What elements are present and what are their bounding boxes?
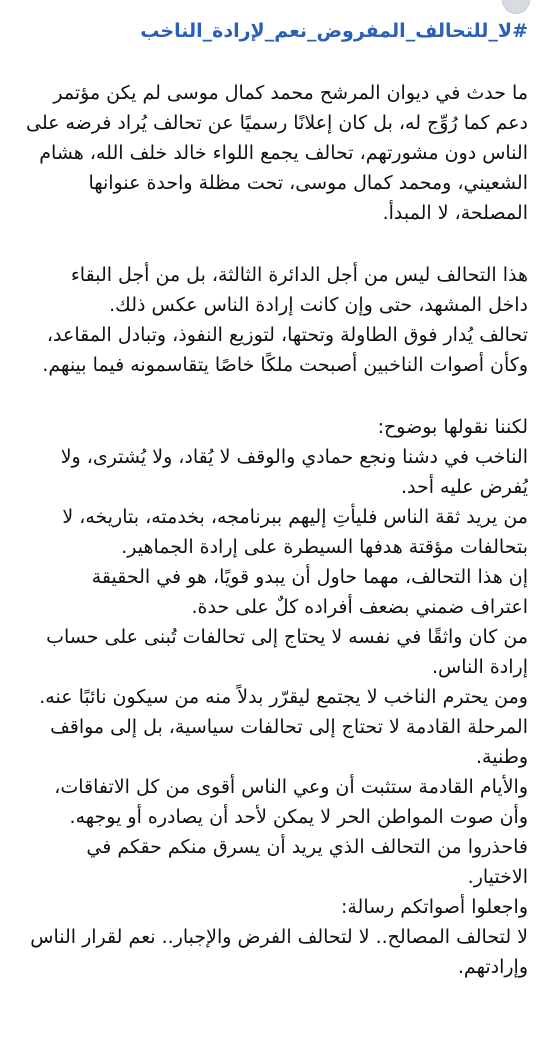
text-line: وكأن أصوات الناخبين أصبحت ملكًا خاصًا يتقاسمونه فيما بينهم. <box>42 354 528 376</box>
text-line: المرحلة القادمة لا تحتاج إلى تحالفات سياسية، بل إلى مواقف <box>50 716 528 738</box>
text-line: لا لتحالف المصالح.. لا لتحالف الفرض والإجبار.. نعم لقرار الناس <box>30 926 528 948</box>
text-line: فاحذروا من التحالف الذي يريد أن يسرق منكم حقكم في <box>86 836 528 858</box>
text-line: دعم كما رُوِّج له، بل كان إعلانًا رسميًا عن تحالف يُراد فرضه على <box>25 112 528 134</box>
post-body <box>10 78 528 982</box>
paragraph-gap <box>10 380 528 412</box>
text-line: المصلحة، لا المبدأ. <box>382 202 528 224</box>
text-line: داخل المشهد، حتى وإن كانت إرادة الناس عكس ذلك. <box>109 294 528 316</box>
text-line: لكننا نقولها بوضوح: <box>377 416 528 438</box>
text-line: ما حدث في ديوان المرشح محمد كمال موسى لم يكن مؤتمر <box>53 82 528 104</box>
text-line: اعتراف ضمني بضعف أفراده كلٌ على حدة. <box>191 596 528 618</box>
paragraph <box>10 260 528 380</box>
hashtag-link[interactable]: #لا_للتحالف_المفروض_نعم_لإرادة_الناخب <box>140 20 528 42</box>
text-line: وإرادتهم. <box>457 956 528 978</box>
text-line: تحالف يُدار فوق الطاولة وتحتها، لتوزيع النفوذ، وتبادل المقاعد، <box>46 324 528 346</box>
text-line: الناس دون مشورتهم، تحالف يجمع اللواء خالد خلف الله، هشام <box>39 142 528 164</box>
paragraph <box>10 78 528 228</box>
text-line: وأن صوت المواطن الحر لا يمكن لأحد أن يصادره أو يوجهه. <box>69 806 528 828</box>
text-line: بتحالفات مؤقتة هدفها السيطرة على إرادة الجماهير. <box>121 536 528 558</box>
text-line: الشعيني، ومحمد كمال موسى، تحت مظلة واحدة عنوانها <box>88 172 528 194</box>
text-line: ومن يحترم الناخب لا يجتمع ليقرّر بدلاً منه من سيكون نائبًا عنه. <box>39 686 528 708</box>
text-line: وطنية. <box>476 746 528 768</box>
text-line: من كان واثقًا في نفسه لا يحتاج إلى تحالفات تُبنى على حساب <box>46 626 528 648</box>
text-line: الاختيار. <box>467 866 528 888</box>
paragraph-gap <box>10 228 528 260</box>
text-line: من يريد ثقة الناس فليأتِ إليهم ببرنامجه، بخدمته، بتاريخه، لا <box>62 506 528 528</box>
paragraph <box>10 412 528 982</box>
text-line: الناخب في دشنا ونجع حمادي والوقف لا يُقاد، ولا يُشترى، ولا <box>60 446 528 468</box>
text-line: يُفرض عليه أحد. <box>400 476 528 498</box>
text-line: إرادة الناس. <box>431 656 528 678</box>
text-line: والأيام القادمة ستثبت أن وعي الناس أقوى من كل الاتفاقات، <box>54 776 528 798</box>
text-line: هذا التحالف ليس من أجل الدائرة الثالثة، بل من أجل البقاء <box>70 264 528 286</box>
text-line: واجعلوا أصواتكم رسالة: <box>340 896 528 918</box>
text-line: إن هذا التحالف، مهما حاول أن يبدو قويًا، هو في الحقيقة <box>91 566 528 588</box>
